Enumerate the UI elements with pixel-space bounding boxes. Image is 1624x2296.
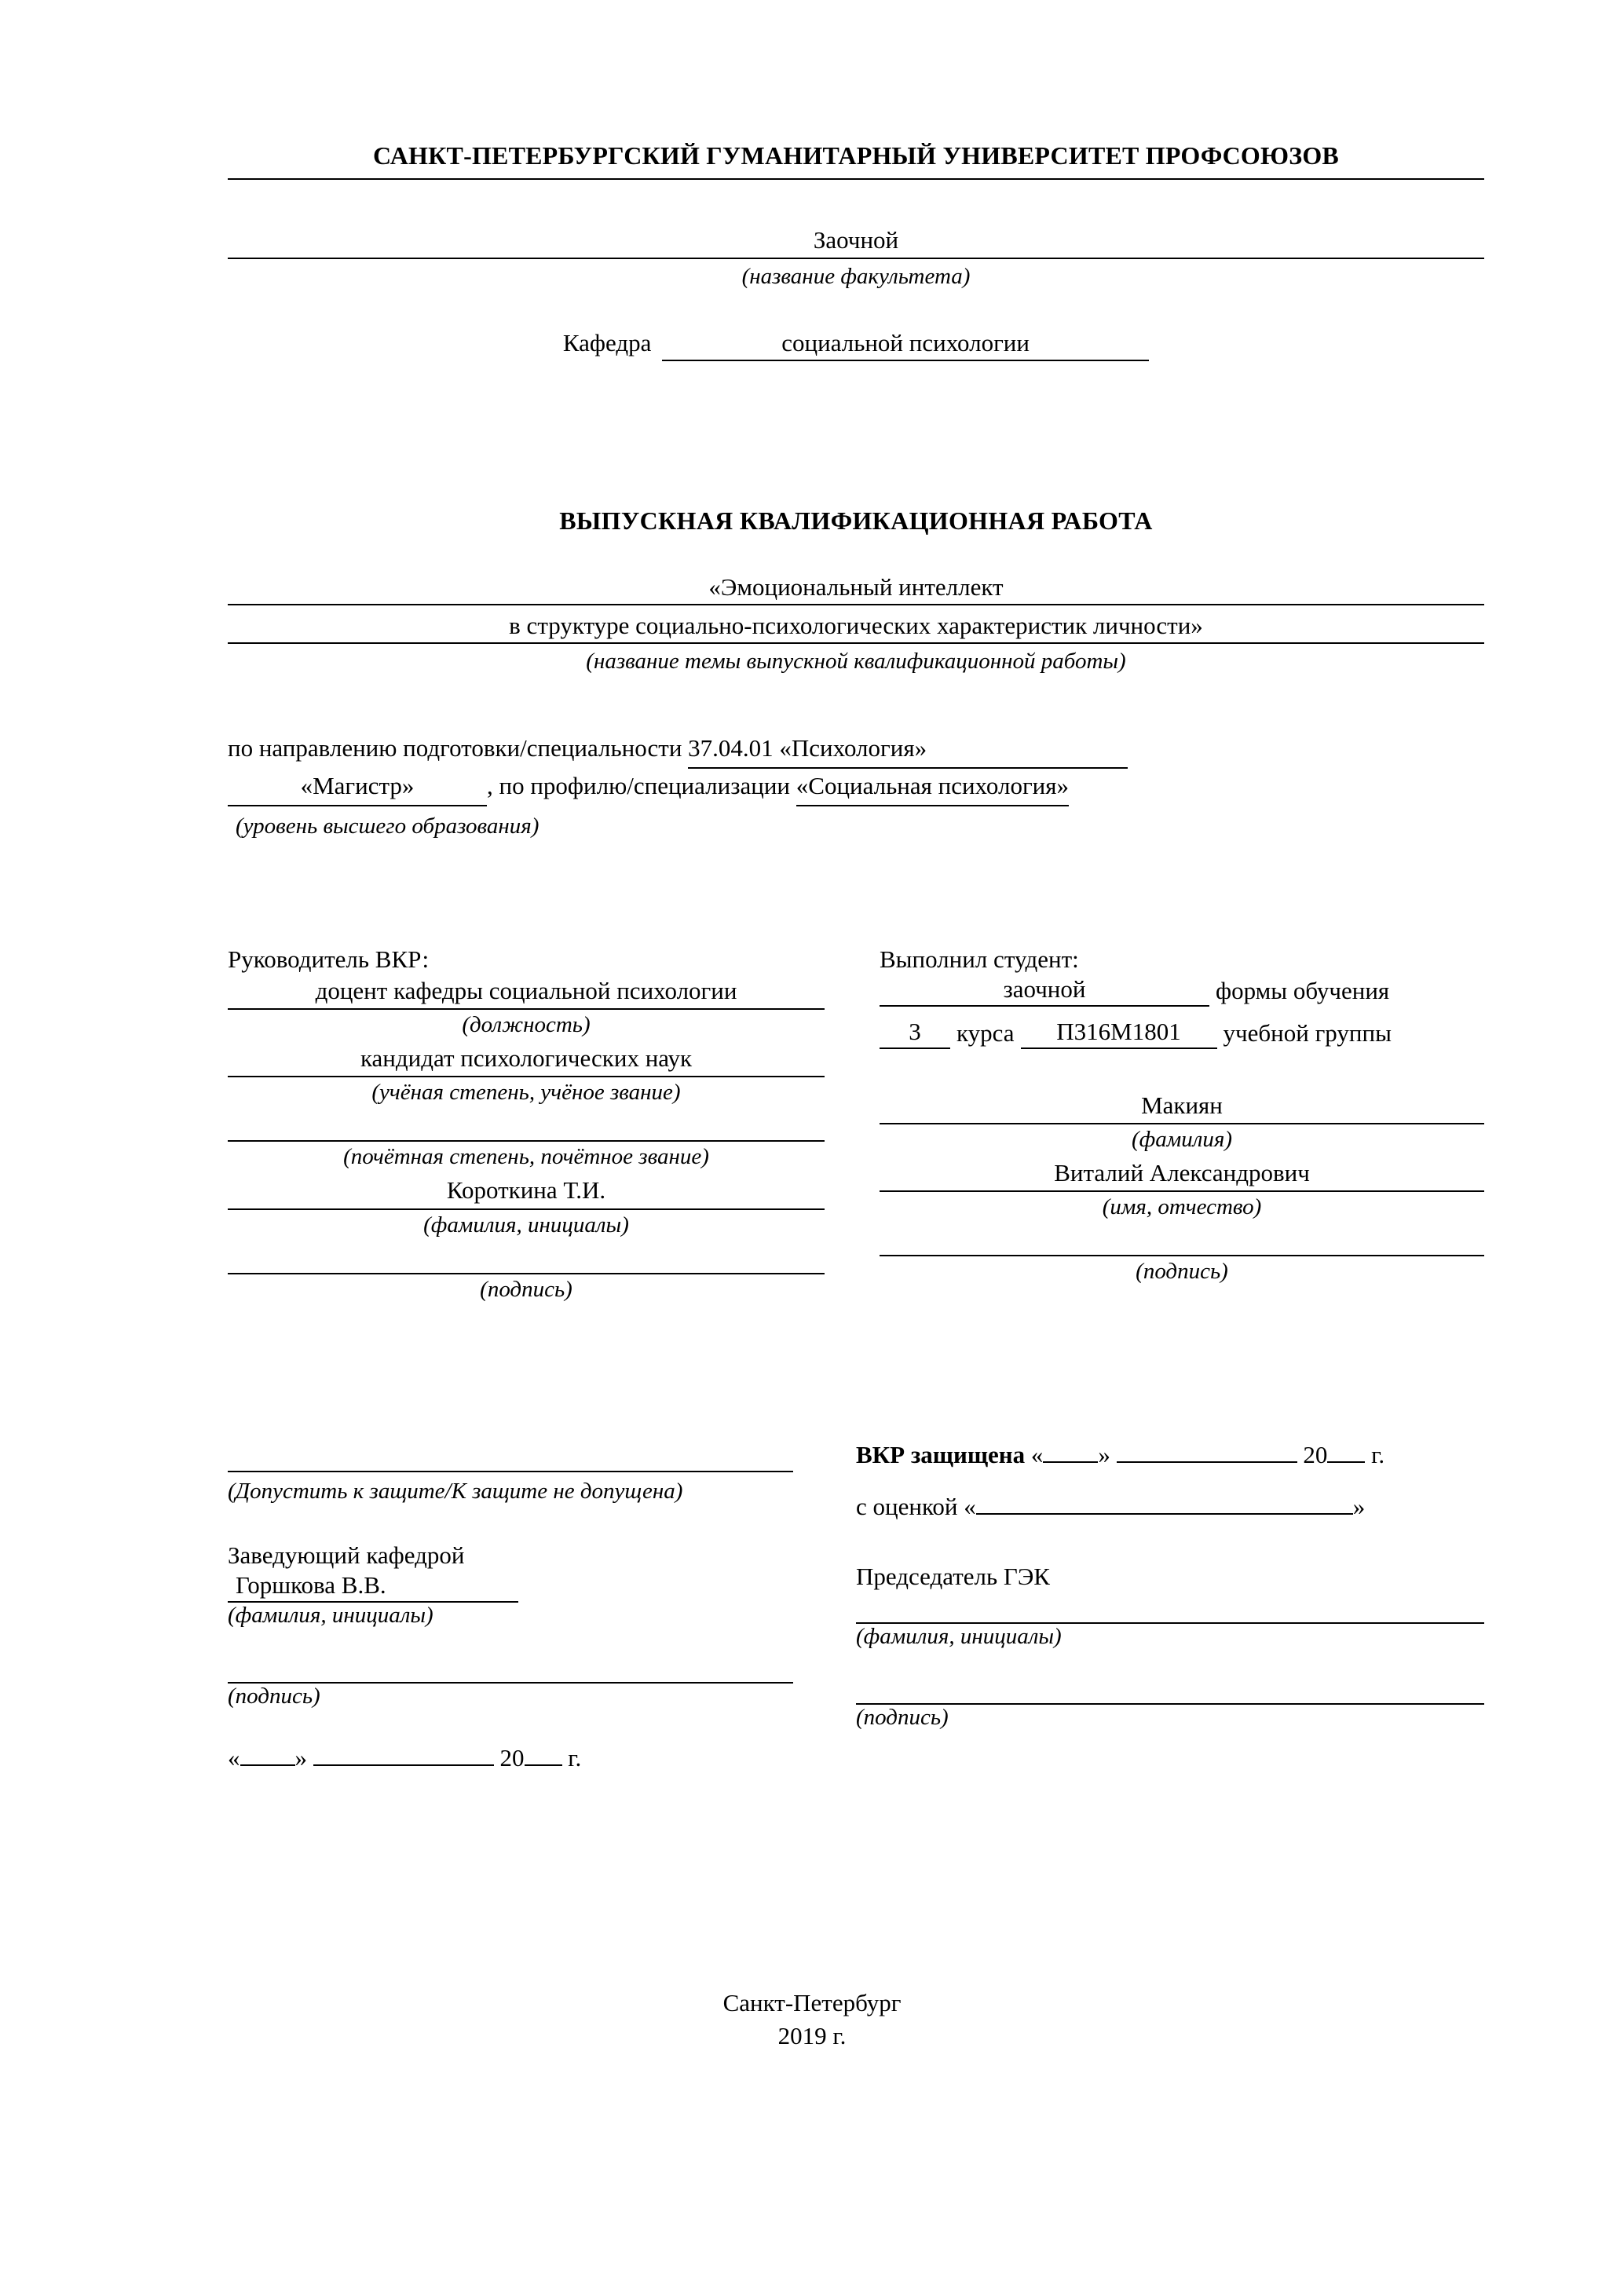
theme-line-1: «Эмоциональный интеллект — [228, 573, 1484, 605]
student-surname-value: Макиян — [880, 1090, 1484, 1124]
defense-date-line — [856, 1441, 1484, 1469]
admission-date-month — [313, 1764, 494, 1766]
chair-label: Председатель ГЭК — [856, 1562, 1050, 1590]
admission-signature-value — [228, 1652, 793, 1684]
admission-column — [228, 1441, 793, 1772]
direction-prefix: по направлению подготовки/специальности — [228, 734, 682, 762]
defense-date-day — [1043, 1461, 1098, 1463]
defense-year-label: 20 — [1303, 1440, 1328, 1468]
admission-date-year: 20 — [499, 1744, 525, 1772]
footer-year: 2019 г. — [777, 2021, 847, 2049]
document-content — [228, 141, 1484, 1772]
student-group-row — [880, 1018, 1484, 1049]
student-surname-caption: (фамилия) — [1131, 1127, 1233, 1153]
defense-year-blank — [1327, 1461, 1365, 1463]
student-firstname-caption: (имя, отчество) — [1102, 1194, 1262, 1220]
student-form-row — [880, 975, 1484, 1007]
head-of-department-label: Заведующий кафедрой — [228, 1541, 465, 1570]
chair-signature-caption: (подпись) — [856, 1704, 949, 1730]
signatures-section — [228, 945, 1484, 1307]
defense-date-open: « — [1030, 1440, 1044, 1468]
student-form-value: заочной — [880, 975, 1209, 1007]
supervisor-degree-caption: (учёная степень, учёное звание) — [371, 1080, 681, 1106]
supervisor-position-value: доцент кафедры социальной психологии — [228, 975, 825, 1010]
document-footer — [0, 1987, 1624, 2053]
profile-line — [228, 769, 1484, 806]
approval-section — [228, 1441, 1484, 1772]
specialty-block — [228, 731, 1484, 843]
defense-mark-blank — [976, 1513, 1353, 1515]
level-caption: (уровень высшего образования) — [236, 813, 540, 839]
defense-column — [856, 1441, 1484, 1772]
student-spacer — [880, 1049, 1484, 1076]
supervisor-signature-caption: (подпись) — [480, 1276, 572, 1302]
document-type-title: ВЫПУСКНАЯ КВАЛИФИКАЦИОННАЯ РАБОТА — [559, 506, 1153, 536]
defense-date-month — [1117, 1461, 1297, 1463]
student-form-suffix: формы обучения — [1216, 976, 1390, 1004]
student-signature-value — [880, 1225, 1484, 1256]
supervisor-signature-value — [228, 1243, 825, 1274]
admission-date-year-blank — [525, 1764, 562, 1766]
defense-mark-suffix: » — [1352, 1492, 1366, 1520]
admission-blank-value — [228, 1441, 793, 1472]
admission-signature-caption: (подпись) — [228, 1684, 320, 1709]
supervisor-name-value: Короткина Т.И. — [228, 1175, 825, 1209]
defense-year-suffix: г. — [1371, 1440, 1385, 1468]
faculty-value: Заочной — [228, 225, 1484, 259]
direction-line — [228, 731, 1484, 769]
student-spacer-2 — [880, 1076, 1484, 1090]
admission-date-suffix: г. — [568, 1744, 582, 1772]
head-of-department-name-caption: (фамилия, инициалы) — [228, 1603, 433, 1629]
footer-city: Санкт-Петербург — [722, 1989, 902, 2016]
chair-name-caption: (фамилия, инициалы) — [856, 1623, 1062, 1649]
admission-date-day — [240, 1764, 295, 1766]
student-firstname-value: Виталий Александрович — [880, 1157, 1484, 1192]
direction-value: 37.04.01 «Психология» — [688, 731, 1128, 769]
department-row — [228, 329, 1484, 361]
student-course-value: 3 — [880, 1018, 950, 1049]
chair-signature-value — [856, 1673, 1484, 1705]
education-level-value: «Магистр» — [228, 769, 487, 806]
theme-caption: (название темы выпускной квалификационной работы) — [586, 649, 1126, 675]
supervisor-heading: Руководитель ВКР: — [228, 945, 430, 974]
supervisor-honor-value — [228, 1110, 825, 1142]
profile-prefix: , по профилю/специализации — [487, 772, 791, 800]
supervisor-position-caption: (должность) — [462, 1012, 591, 1038]
student-column — [880, 945, 1484, 1307]
theme-line-2: в структуре социально-психологических характеристик личности» — [228, 612, 1484, 644]
supervisor-honor-caption: (почётная степень, почётное звание) — [343, 1144, 709, 1170]
student-course-label: курса — [956, 1018, 1015, 1047]
admission-date-open: « — [228, 1744, 240, 1772]
head-of-department-name: Горшкова В.В. — [228, 1571, 518, 1603]
university-title: САНКТ-ПЕТЕРБУРГСКИЙ ГУМАНИТАРНЫЙ УНИВЕРСИТЕТ ПРОФСОЮЗОВ — [228, 141, 1484, 180]
admission-date-line — [228, 1744, 793, 1772]
admission-date-close: » — [294, 1744, 307, 1772]
student-heading: Выполнил студент: — [880, 945, 1079, 974]
defense-mark-prefix: с оценкой « — [856, 1492, 976, 1520]
student-group-label: учебной группы — [1223, 1018, 1392, 1047]
faculty-caption: (название факультета) — [741, 264, 971, 290]
profile-value: «Социальная психология» — [796, 769, 1069, 806]
admission-caption: (Допустить к защите/К защите не допущена) — [228, 1478, 683, 1504]
student-group-value: П316М1801 — [1021, 1018, 1217, 1049]
department-value: социальной психологии — [662, 329, 1149, 361]
department-label: Кафедра — [562, 329, 652, 357]
defense-date-close: » — [1098, 1440, 1110, 1468]
defense-mark-line — [856, 1493, 1484, 1521]
student-signature-caption: (подпись) — [1136, 1259, 1228, 1285]
defense-title: ВКР защищена — [856, 1440, 1026, 1468]
supervisor-name-caption: (фамилия, инициалы) — [423, 1212, 629, 1238]
chair-name-value — [856, 1592, 1484, 1624]
supervisor-column — [228, 945, 825, 1307]
supervisor-degree-value: кандидат психологических наук — [228, 1043, 825, 1077]
